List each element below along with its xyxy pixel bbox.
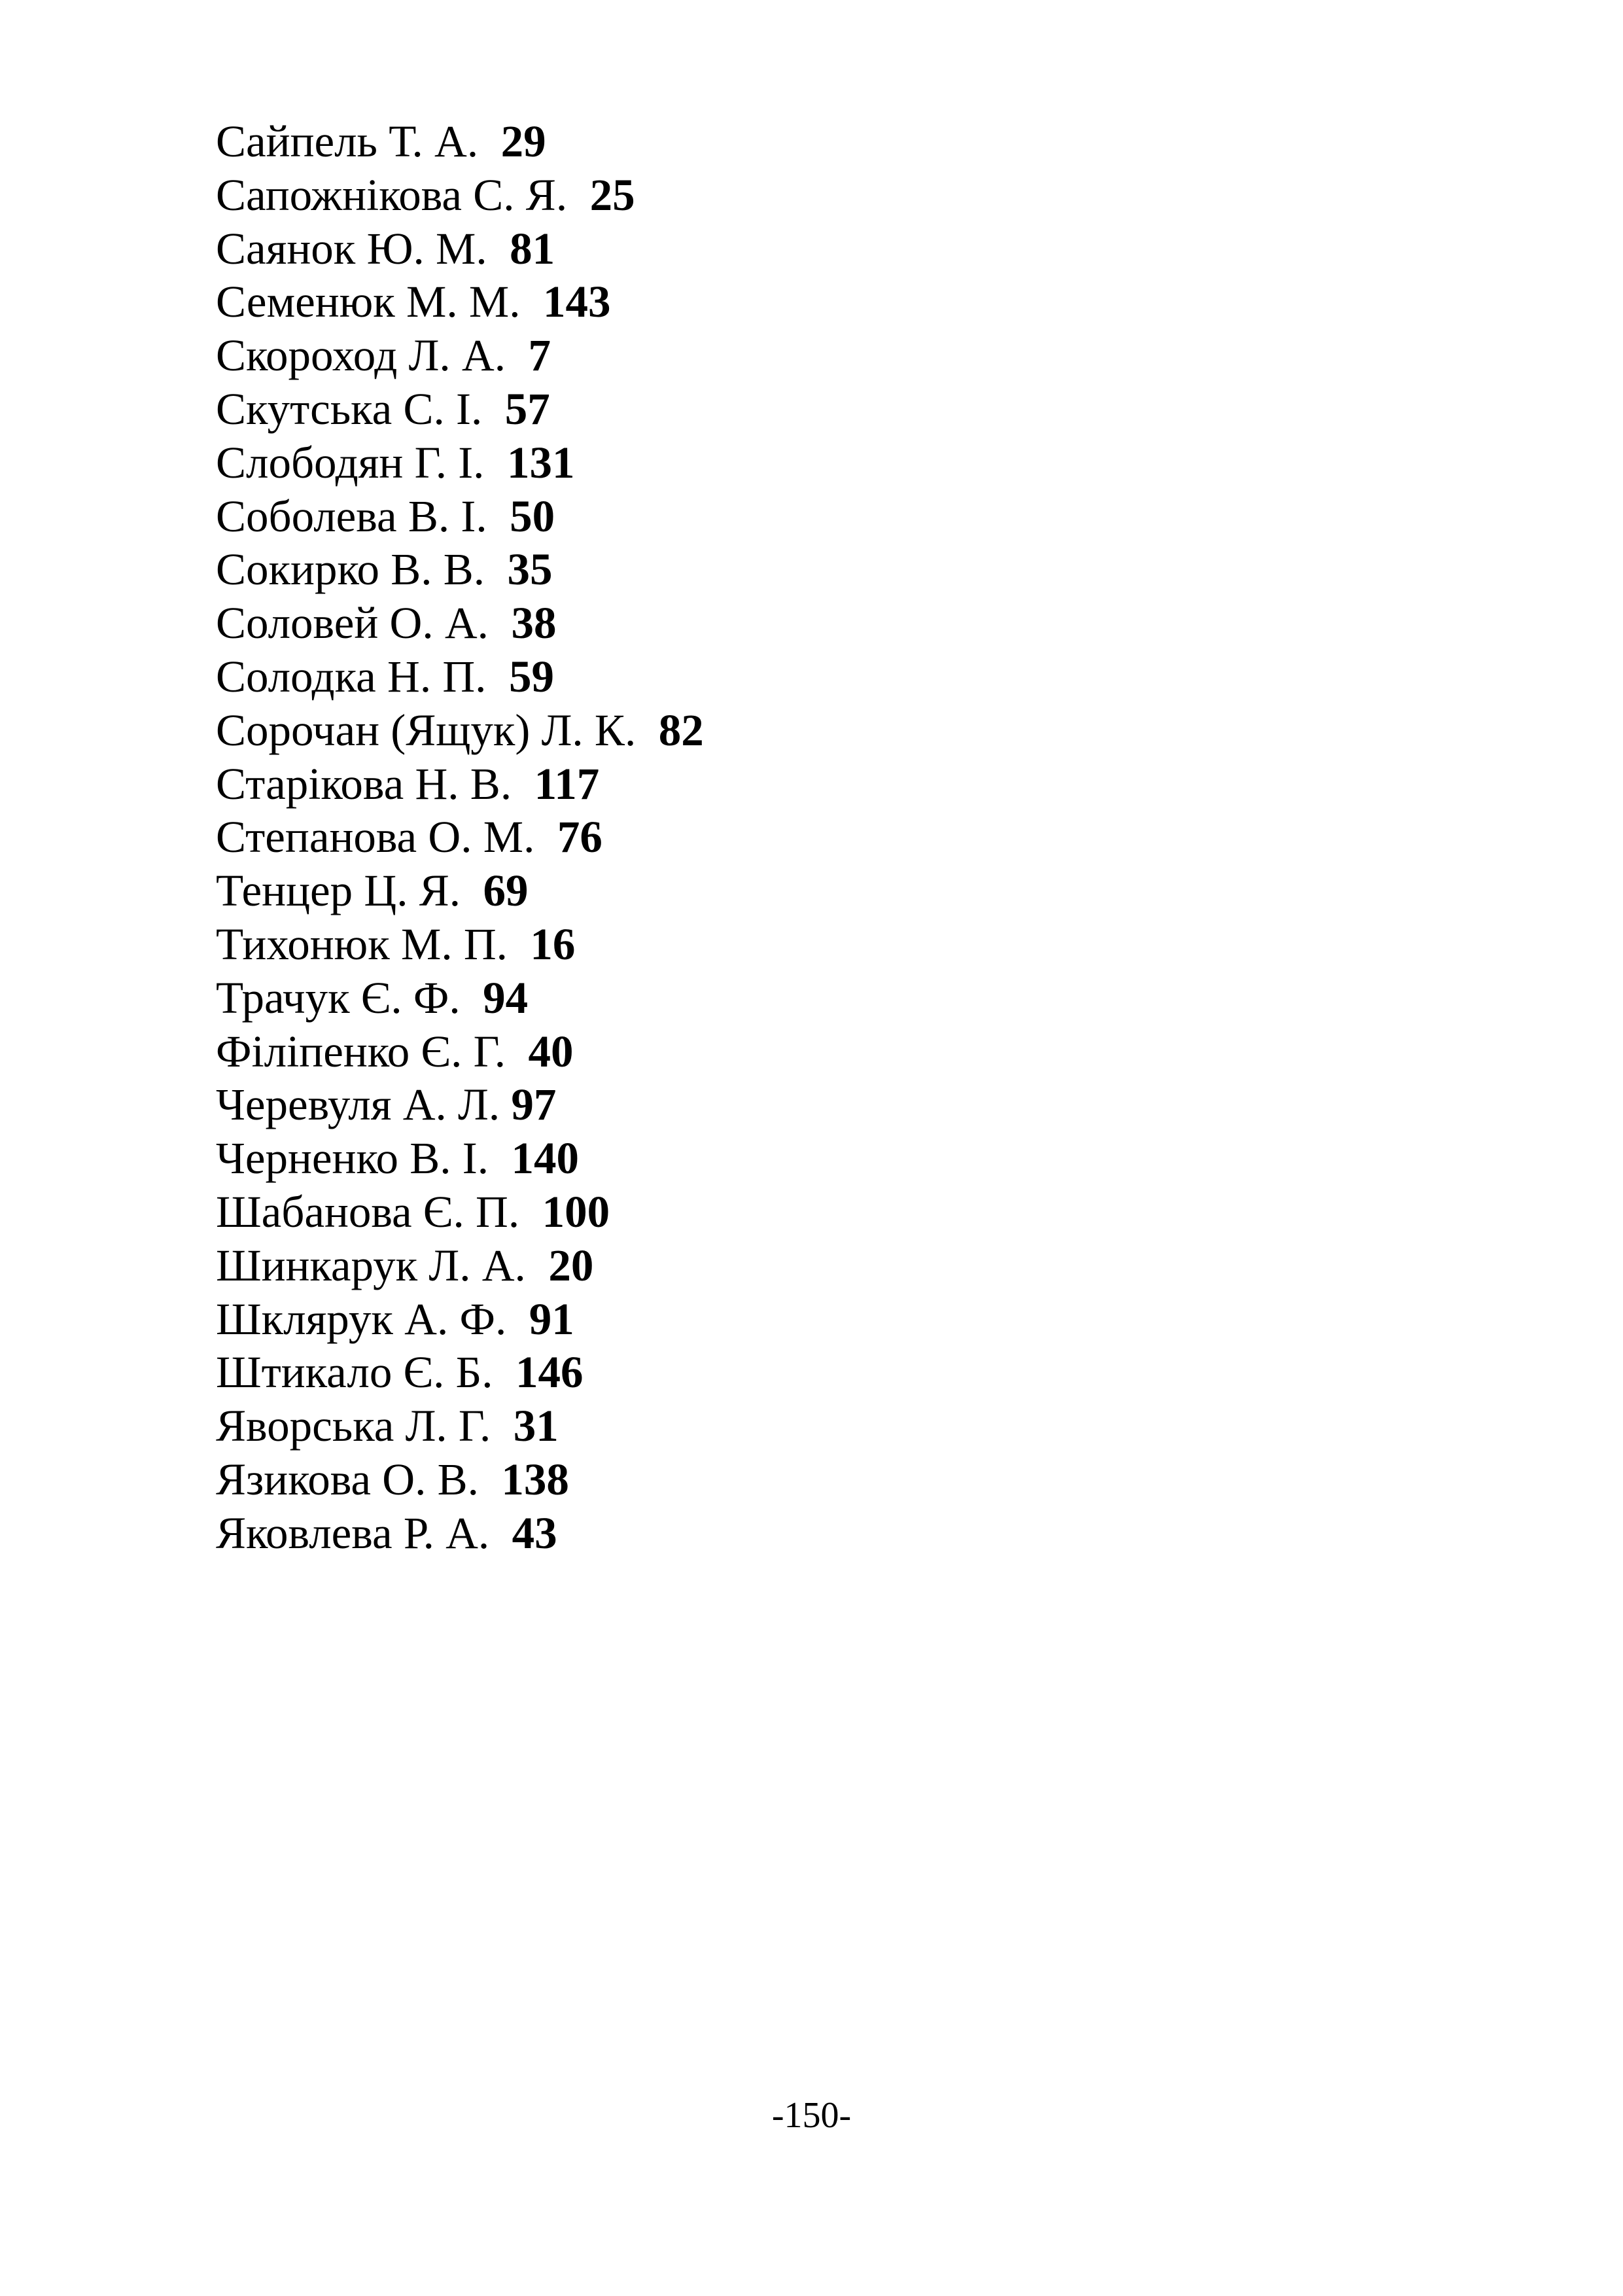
page-reference: 69: [483, 866, 529, 916]
entry-separator: [506, 1294, 529, 1344]
entry-separator: [485, 544, 508, 594]
page-reference: 91: [529, 1294, 574, 1344]
author-name: Черевуля А. Л.: [216, 1080, 500, 1130]
entry-separator: [500, 1080, 511, 1129]
index-entry: [216, 1025, 704, 1079]
index-entry: [216, 169, 704, 222]
index-entry: [216, 1453, 704, 1507]
index-entry: [216, 1346, 704, 1400]
page-reference: 140: [511, 1133, 579, 1184]
entry-separator: [487, 491, 510, 541]
index-entry: [216, 383, 704, 436]
entry-separator: [461, 866, 483, 915]
page-reference: 31: [513, 1401, 559, 1451]
entry-separator: [508, 919, 531, 969]
page-reference: 82: [658, 705, 704, 755]
author-name: Штикало Є. Б.: [216, 1347, 493, 1398]
entry-separator: [487, 224, 510, 274]
author-name: Шклярук А. Ф.: [216, 1294, 507, 1344]
page-reference: 7: [528, 330, 551, 381]
entry-separator: [482, 384, 505, 434]
page-reference: 16: [530, 919, 576, 969]
entry-separator: [534, 812, 557, 862]
page-reference: 117: [534, 758, 600, 809]
index-entry: [216, 650, 704, 704]
author-name: Слободян Г. І.: [216, 437, 485, 487]
entry-separator: [493, 1347, 516, 1397]
entry-separator: [489, 1133, 512, 1183]
index-entry: [216, 1239, 704, 1293]
page-reference: 40: [528, 1026, 574, 1076]
page-reference: 76: [557, 812, 602, 862]
author-index-list: [216, 115, 704, 1561]
author-name: Тихонюк М. П.: [216, 919, 508, 969]
author-name: Степанова О. М.: [216, 812, 535, 862]
entry-separator: [478, 116, 501, 166]
author-name: Сокирко В. В.: [216, 544, 485, 595]
index-entry: [216, 329, 704, 383]
author-name: Тенцер Ц. Я.: [216, 866, 461, 916]
author-name: Філіпенко Є. Г.: [216, 1026, 506, 1076]
author-name: Трачук Є. Ф.: [216, 972, 461, 1023]
author-name: Старікова Н. В.: [216, 758, 512, 809]
index-entry: [216, 222, 704, 276]
page-reference: 38: [511, 598, 557, 648]
entry-separator: [506, 1027, 529, 1076]
index-entry: [216, 275, 704, 329]
entry-separator: [512, 759, 534, 809]
entry-separator: [486, 652, 509, 701]
page-reference: 50: [510, 491, 555, 541]
entry-separator: [636, 705, 659, 755]
page-reference: 59: [508, 651, 554, 701]
entry-separator: [520, 277, 543, 327]
entry-separator: [489, 598, 512, 648]
entry-separator: [567, 170, 590, 220]
entry-separator: [519, 1187, 542, 1237]
page-reference: 20: [548, 1240, 594, 1290]
page-reference: 97: [511, 1080, 557, 1130]
index-entry: [216, 1507, 704, 1561]
page-reference: 143: [542, 277, 611, 327]
page-reference: 43: [512, 1508, 557, 1558]
entry-separator: [526, 1241, 549, 1290]
author-name: Скутська С. І.: [216, 383, 483, 434]
page-reference: 35: [507, 544, 553, 595]
index-entry: [216, 597, 704, 650]
index-entry: [216, 490, 704, 544]
author-name: Соловей О. А.: [216, 598, 489, 648]
index-entry: [216, 918, 704, 972]
index-entry: [216, 758, 704, 811]
author-name: Сайпель Т. А.: [216, 116, 479, 166]
index-entry: [216, 704, 704, 758]
author-name: Соболева В. І.: [216, 491, 487, 541]
entry-separator: [489, 1508, 512, 1558]
author-name: Яворська Л. Г.: [216, 1401, 491, 1451]
page-reference: 138: [501, 1454, 569, 1504]
index-entry: [216, 811, 704, 864]
author-name: Сорочан (Ящук) Л. К.: [216, 705, 637, 755]
entry-separator: [484, 438, 507, 487]
author-name: Семенюк М. М.: [216, 277, 521, 327]
index-entry: [216, 864, 704, 918]
author-name: Яковлева Р. А.: [216, 1508, 490, 1558]
author-name: Шинкарук Л. А.: [216, 1240, 526, 1290]
page-reference: 100: [542, 1186, 610, 1237]
author-name: Саянок Ю. М.: [216, 223, 487, 274]
page-reference: 94: [483, 972, 529, 1023]
author-name: Сапожнікова С. Я.: [216, 169, 568, 220]
entry-separator: [491, 1401, 514, 1451]
index-entry: [216, 115, 704, 169]
page-reference: 57: [504, 383, 550, 434]
index-entry: [216, 1186, 704, 1239]
entry-separator: [479, 1455, 502, 1504]
page-reference: 146: [515, 1347, 584, 1398]
author-name: Скороход Л. А.: [216, 330, 506, 381]
author-name: Черненко В. І.: [216, 1133, 489, 1184]
entry-separator: [506, 330, 529, 380]
entry-separator: [461, 973, 483, 1023]
index-entry: [216, 972, 704, 1025]
page-reference: 29: [500, 116, 546, 166]
index-entry: [216, 1293, 704, 1347]
index-entry: [216, 543, 704, 597]
index-entry: [216, 1400, 704, 1453]
page-reference: 81: [510, 223, 555, 274]
author-name: Шабанова Є. П.: [216, 1186, 520, 1237]
index-entry: [216, 1078, 704, 1132]
author-name: Язикова О. В.: [216, 1454, 479, 1504]
index-entry: [216, 436, 704, 490]
page-reference: 131: [506, 437, 575, 487]
author-name: Солодка Н. П.: [216, 651, 487, 701]
index-entry: [216, 1132, 704, 1186]
page-number: -150-: [771, 2095, 852, 2136]
page-reference: 25: [589, 169, 635, 220]
